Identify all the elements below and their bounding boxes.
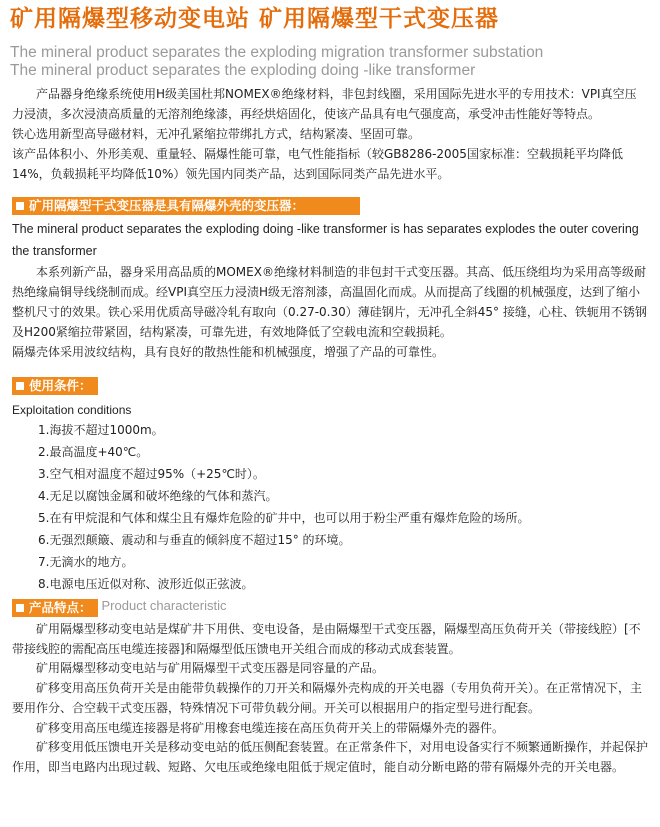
section-heading-text: 矿用隔爆型干式变压器是具有隔爆外壳的变压器：	[29, 198, 305, 213]
square-bullet-icon	[16, 604, 24, 612]
list-item: 7.无滴水的地方。	[38, 555, 134, 569]
page-title-chinese: 矿用隔爆型移动变电站 矿用隔爆型干式变压器	[10, 6, 500, 32]
section3-paragraph-4: 矿移变用高压电缆连接器是将矿用橡套电缆连接在高压负荷开关上的带隔爆外壳的器件。	[36, 720, 505, 735]
section1-body	[12, 262, 648, 362]
square-bullet-icon	[16, 382, 24, 390]
conditions-list	[38, 419, 638, 595]
section3-paragraph-1: 矿用隔爆型移动变电站是煤矿井下用供、变电设备，是由隔爆型干式变压器，隔爆型高压负荷开关（带接线腔）[不带接线腔的需配高压电缆连接器]和隔爆型低压馈电开关组合而成的移动式成套装置。	[12, 622, 641, 656]
list-item: 2.最高温度+40℃。	[38, 445, 149, 459]
intro-text	[12, 84, 648, 184]
section-heading-bar	[12, 599, 98, 617]
section-heading-text: 产品特点：	[29, 600, 92, 615]
section1-paragraph-2: 隔爆壳体采用波纹结构，具有良好的散热性能和机械强度，增强了产品的可靠性。	[12, 345, 445, 359]
square-bullet-icon	[16, 202, 24, 210]
intro-paragraph-3: 该产品体积小、外形美观、重量轻、隔爆性能可靠，电气性能指标（较GB8286-2005国家标准：空载损耗平均降低14%，负载损耗平均降低10%）领先国内同类产品，达到国际同类产品先进水平。	[12, 147, 623, 181]
conditions-english-label: Exploitation conditions	[12, 403, 132, 417]
list-item: 8.电源电压近似对称、波形近似正弦波。	[38, 577, 254, 591]
intro-paragraph-2: 铁心选用新型高导磁材料，无冲孔紧缩拉带绑扎方式，结构紧凑、坚固可靠。	[12, 127, 421, 141]
section-heading-text: 使用条件：	[29, 378, 92, 393]
list-item: 4.无足以腐蚀金属和破坏绝缘的气体和蒸汽。	[38, 489, 278, 503]
section3-paragraph-3: 矿移变用高压负荷开关是由能带负载操作的刀开关和隔爆外壳构成的开关电器（专用负荷开关）。在正常情况下，主要用作分、合空载干式变压器，特殊情况下可带负载分闸。开关可以根据用户的指定型号进行配套。	[12, 681, 643, 715]
section-heading-conditions	[12, 377, 98, 395]
list-item: 5.在有甲烷混和气体和煤尘且有爆炸危险的矿井中，也可以用于粉尘严重有爆炸危险的场所。	[38, 511, 530, 525]
list-item: 1.海拔不超过1000m。	[38, 423, 164, 437]
section1-paragraph-1: 本系列新产品，器身采用高品质的MOMEX®绝缘材料制造的非包封干式变压器。其高、低压绕组均为采用高等级耐热绝缘扁铜导线绕制而成。经VPI真空压力浸渍H级无溶剂漆，高温固化而成。从而提高了线圈的机械强度，达到了缩小整机尺寸的效果。铁心采用优质高导磁冷轧有取向（0.27-0.30）薄硅钢片，无冲孔全斜45° 接缝，心柱、铁轭用不锈钢及H200紧缩拉带紧固，结构紧凑，可靠先进，有效地降低了空载电流和空载损耗。	[12, 265, 647, 339]
list-item: 6.无强烈颠簸、震动和与垂直的倾斜度不超过15° 的环境。	[38, 533, 351, 547]
section-heading-english: Product characteristic	[101, 598, 227, 613]
section3-paragraph-5: 矿移变用低压馈电开关是移动变电站的低压侧配套装置。在正常条件下，对用电设备实行不频繁通断操作，并起保护作用，即当电路内出现过载、短路、欠电压或绝缘电阻低于规定值时，能自动分断电路的带有隔爆外壳的开关电器。	[12, 740, 649, 774]
page-title-english-2: The mineral product separates the exploding doing -like transformer	[10, 62, 476, 79]
section3-body	[12, 620, 648, 778]
section1-english-text: The mineral product separates the exploding doing -like transformer is has separates explodes the outer covering the transformer	[12, 222, 639, 258]
intro-paragraph-1: 产品器身绝缘系统使用H级美国杜邦NOMEX®绝缘材料，非包封线圈，采用国际先进水平的专用技术：VPI真空压力浸渍，多次浸渍高质量的无溶剂绝缘漆，再经烘焙固化，使该产品具有电气强度高，承受冲击性能好等特点。	[12, 87, 637, 121]
list-item: 3.空气相对温度不超过95%（+25℃时）。	[38, 467, 265, 481]
section-heading-dry-transformer	[12, 197, 360, 215]
section-heading-features	[12, 597, 227, 615]
section3-paragraph-2: 矿用隔爆型移动变电站与矿用隔爆型干式变压器是同容量的产品。	[36, 661, 385, 676]
page-title-english-1: The mineral product separates the exploding migration transformer substation	[10, 44, 544, 61]
